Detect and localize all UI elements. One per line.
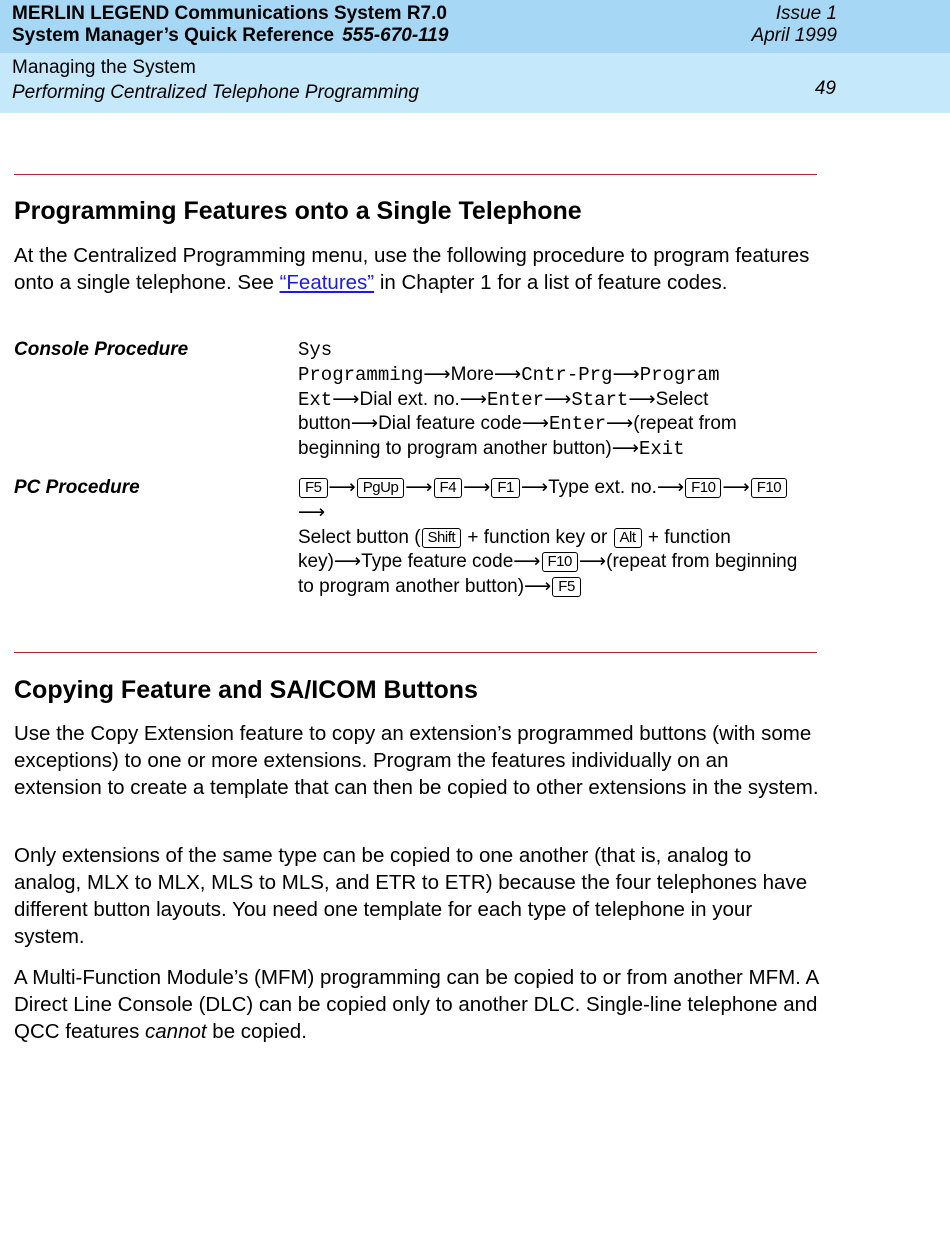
arrow: ⟶ (298, 501, 326, 523)
intro-text-pre: At the Centralized Programming menu, use the following procedure to program features onto a single telephone. See (14, 244, 810, 294)
p3-text-post: be copied. (206, 1020, 307, 1043)
arrow: ⟶ (606, 413, 634, 435)
arrow: ⟶ (463, 477, 491, 498)
arrow: ⟶ (612, 363, 640, 385)
step-ext: Ext (298, 388, 333, 411)
doc-subtitle-text: System Manager’s Quick Reference (12, 25, 335, 46)
key-shift: Shift (422, 528, 462, 548)
p3-emphasis: cannot (145, 1020, 207, 1043)
section1-intro (14, 242, 819, 296)
arrow: ⟶ (332, 388, 360, 410)
key-alt: Alt (614, 528, 642, 548)
key-pgup: PgUp (357, 478, 405, 498)
step-enter-2: Enter (548, 413, 606, 436)
key-f1: F1 (491, 478, 520, 498)
section2-paragraph-3 (14, 964, 819, 1045)
features-link[interactable]: “Features” (279, 271, 375, 294)
arrow: ⟶ (350, 413, 379, 435)
issue-date: April 1999 (751, 25, 837, 46)
step-repeat: (repeat from beginning to program another button) (298, 551, 798, 598)
section2-heading: Copying Feature and SA/ICOM Buttons (14, 676, 478, 704)
key-f10: F10 (685, 478, 721, 498)
arrow: ⟶ (544, 388, 572, 410)
arrow: ⟶ (493, 363, 522, 385)
arrow: ⟶ (423, 363, 451, 385)
intro-text-post: in Chapter 1 for a list of feature codes. (374, 271, 728, 294)
section2-paragraph-1: Use the Copy Extension feature to copy an extension’s programmed buttons (with some exceptions) to one or more extensions. Program the features individually on an extension to create a template that can then be copied to other extensions in the system. (14, 722, 819, 799)
p3-text-pre: A Multi-Function Module’s (MFM) programming can be copied to or from another MFM. A Direct Line Console (DLC) can be copied only to another DLC. Single-line telephone and QCC features (14, 966, 818, 1043)
key-f5: F5 (552, 577, 581, 597)
step-select-button: Select button ( (298, 526, 421, 548)
step-start: Start (571, 388, 629, 411)
page-number: 49 (814, 78, 836, 99)
section2-paragraph-2: Only extensions of the same type can be copied to one another (that is, analog to analog, MLX to MLX, MLS to MLS, and ETR to ETR) because the four telephones have different button layouts. You need one template for each type of telephone in your system. (14, 844, 808, 948)
step-dial-feature: Dial feature code (378, 413, 522, 435)
key-f4: F4 (434, 478, 463, 498)
doc-subtitle (12, 24, 448, 47)
arrow: ⟶ (578, 551, 607, 573)
console-procedure-label: Console Procedure (14, 339, 189, 360)
arrow: ⟶ (405, 477, 433, 498)
arrow: ⟶ (722, 477, 750, 498)
section1-heading: Programming Features onto a Single Telephone (14, 197, 582, 225)
key-f10: F10 (542, 552, 578, 572)
arrow: ⟶ (328, 477, 356, 498)
step-select-button: Select button (298, 388, 709, 435)
step-dial-ext: Dial ext. no. (359, 388, 460, 410)
key-f10: F10 (751, 478, 787, 498)
arrow: ⟶ (520, 477, 549, 498)
pc-procedure-steps (298, 476, 798, 600)
step-plus-fk-or: + function key or (462, 526, 613, 548)
step-type-feature: Type feature code (361, 551, 514, 573)
section-divider (14, 174, 817, 175)
section-name: Managing the System (12, 57, 196, 78)
key-f5: F5 (299, 478, 328, 498)
arrow: ⟶ (524, 576, 552, 598)
step-type-ext: Type ext. no. (548, 477, 657, 498)
arrow: ⟶ (513, 551, 541, 573)
pc-procedure-label: PC Procedure (14, 477, 140, 498)
issue-label: Issue 1 (775, 3, 837, 24)
arrow: ⟶ (521, 413, 549, 435)
console-procedure-steps (298, 338, 798, 462)
arrow: ⟶ (628, 388, 656, 410)
step-more: More (450, 363, 494, 385)
step-enter: Enter (487, 388, 545, 411)
header-bar (0, 0, 950, 53)
step-sys: Sys (298, 339, 333, 361)
arrow: ⟶ (459, 388, 488, 410)
doc-number: 555-670-119 (342, 25, 449, 46)
arrow: ⟶ (656, 477, 685, 498)
arrow: ⟶ (611, 438, 639, 460)
arrow: ⟶ (333, 551, 362, 573)
step-cntr-prg: Cntr-Prg (521, 363, 613, 386)
section-divider (14, 652, 817, 653)
step-repeat: (repeat from beginning to program another button) (298, 413, 737, 460)
step-exit: Exit (638, 438, 685, 461)
step-plus-fk-close: + function key) (298, 526, 731, 573)
subsection-name: Performing Centralized Telephone Programming (12, 82, 419, 103)
step-program: Program (639, 363, 720, 386)
step-programming: Programming (298, 363, 424, 386)
doc-title: MERLIN LEGEND Communications System R7.0 (12, 3, 447, 24)
